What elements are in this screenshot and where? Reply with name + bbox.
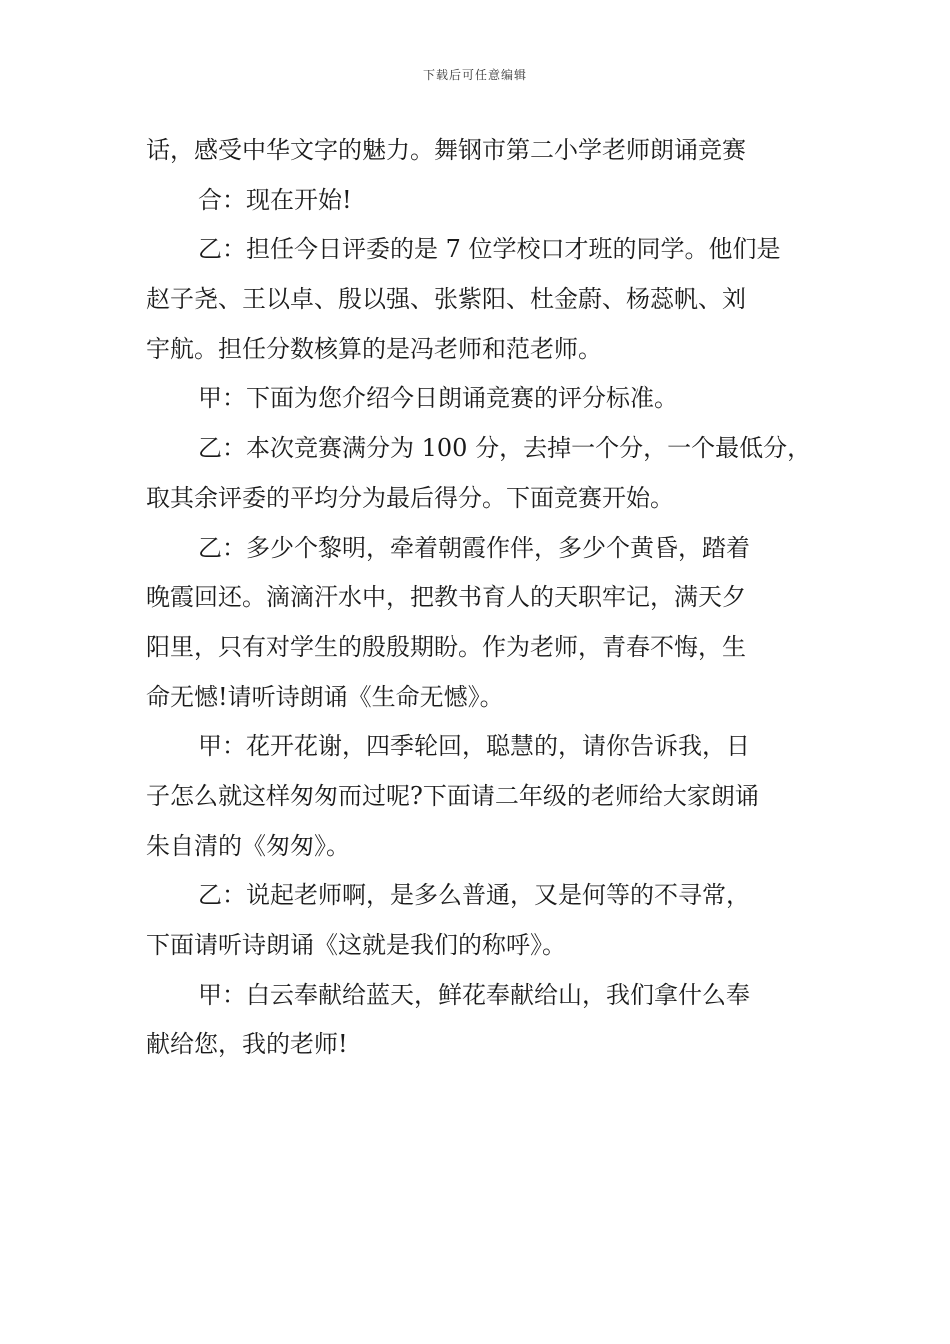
text-line: 甲：花开花谢，四季轮回，聪慧的，请你告诉我，日	[198, 732, 750, 761]
text-line: 晚霞回还。滴滴汗水中，把教书育人的天职牢记，满天夕	[146, 583, 746, 612]
text-line: 献给您，我的老师!	[146, 1030, 348, 1059]
text-line: 赵子尧、王以卓、殷以强、张紫阳、杜金蔚、杨蕊帆、刘	[146, 285, 746, 314]
text-line: 甲：下面为您介绍今日朗诵竞赛的评分标准。	[198, 384, 678, 413]
text-line: 子怎么就这样匆匆而过呢?下面请二年级的老师给大家朗诵	[146, 781, 759, 810]
text-line: 合：现在开始!	[198, 185, 352, 214]
document-body	[146, 126, 816, 1070]
text-line: 甲：白云奉献给蓝天，鲜花奉献给山，我们拿什么奉	[198, 980, 750, 1009]
text-line: 阳里，只有对学生的殷殷期盼。作为老师，青春不悔，生	[146, 632, 746, 661]
text-line: 宇航。担任分数核算的是冯老师和范老师。	[146, 334, 602, 363]
text-line: 乙：说起老师啊，是多么普通，又是何等的不寻常，	[198, 881, 750, 910]
text-line: 乙：多少个黎明，牵着朝霞作伴，多少个黄昏，踏着	[198, 533, 750, 562]
text-line: 乙：本次竞赛满分为 100 分，去掉一个分，一个最低分，	[198, 434, 812, 463]
text-line: 取其余评委的平均分为最后得分。下面竞赛开始。	[146, 483, 674, 512]
text-line: 话，感受中华文字的魅力。舞钢市第二小学老师朗诵竞赛	[146, 136, 746, 164]
text-line: 命无憾!请听诗朗诵《生命无憾》。	[146, 682, 504, 711]
page-header: 下载后可任意编辑	[422, 68, 527, 82]
text-line: 朱自清的《匆匆》。	[146, 831, 350, 860]
text-line: 乙：担任今日评委的是 7 位学校口才班的同学。他们是	[198, 235, 781, 264]
text-line: 下面请听诗朗诵《这就是我们的称呼》。	[146, 931, 566, 959]
